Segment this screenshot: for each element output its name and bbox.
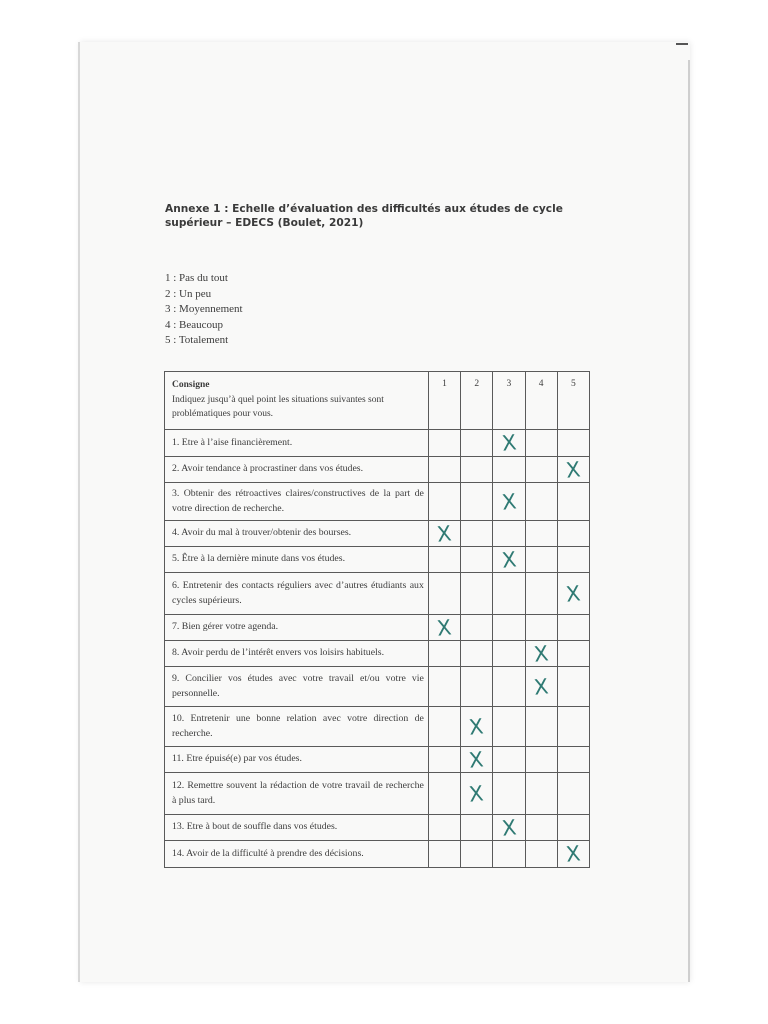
rating-cell-4: [525, 641, 557, 667]
handwritten-x-mark: X: [564, 841, 582, 867]
rating-cell-3: [493, 773, 525, 815]
rating-cell-1: [428, 430, 460, 457]
handwritten-x-mark: X: [532, 673, 550, 700]
handwritten-x-mark: X: [564, 580, 582, 607]
consigne-cell: [165, 372, 429, 430]
consigne-text: Indiquez jusqu’à quel point les situations suivantes sont problématiques pour vous.: [172, 394, 384, 419]
rating-cell-4: [525, 667, 557, 707]
rating-cell-3: [493, 667, 525, 707]
handwritten-x-mark: X: [468, 780, 486, 807]
rating-cell-5: [557, 573, 589, 615]
rating-table: [164, 371, 590, 868]
rating-cell-4: [525, 615, 557, 641]
rating-cell-5: [557, 815, 589, 841]
scale-item-2: 2 : Un peu: [165, 287, 212, 300]
item-label: 5. Être à la dernière minute dans vos études.: [165, 547, 429, 573]
table-row: [165, 483, 590, 521]
item-label: 12. Remettre souvent la rédaction de votre travail de recherche à plus tard.: [165, 773, 429, 815]
rating-cell-2: [461, 547, 493, 573]
rating-cell-3: [493, 521, 525, 547]
table-row: [165, 547, 590, 573]
rating-cell-2: [461, 815, 493, 841]
scale-legend: [165, 271, 243, 349]
rating-cell-5: [557, 747, 589, 773]
handwritten-x-mark: X: [468, 713, 486, 740]
rating-cell-4: [525, 573, 557, 615]
rating-cell-1: [428, 773, 460, 815]
table-row: [165, 707, 590, 747]
rating-cell-5: [557, 841, 589, 868]
rating-cell-4: [525, 483, 557, 521]
rating-cell-1: [428, 547, 460, 573]
rating-cell-4: [525, 747, 557, 773]
rating-cell-2: [461, 707, 493, 747]
handwritten-x-mark: X: [436, 520, 453, 547]
handwritten-x-mark: X: [500, 430, 518, 456]
table-row: [165, 641, 590, 667]
scale-item-4: 4 : Beaucoup: [165, 318, 224, 331]
rating-cell-5: [557, 483, 589, 521]
rating-cell-1: [428, 815, 460, 841]
rating-cell-4: [525, 547, 557, 573]
rating-cell-1: [428, 521, 460, 547]
rating-cell-5: [557, 667, 589, 707]
rating-cell-1: [428, 457, 460, 483]
column-header-1: 1: [428, 372, 460, 430]
rating-cell-3: [493, 747, 525, 773]
rating-cell-1: [428, 641, 460, 667]
rating-cell-2: [461, 521, 493, 547]
rating-cell-4: [525, 457, 557, 483]
item-label: 1. Etre à l’aise financièrement.: [165, 430, 429, 457]
item-label: 8. Avoir perdu de l’intérêt envers vos loisirs habituels.: [165, 641, 429, 667]
table-row: [165, 457, 590, 483]
rating-cell-2: [461, 573, 493, 615]
rating-cell-4: [525, 707, 557, 747]
rating-cell-4: [525, 773, 557, 815]
rating-cell-1: [428, 667, 460, 707]
rating-cell-5: [557, 707, 589, 747]
table-row: [165, 667, 590, 707]
item-label: 11. Etre épuisé(e) par vos études.: [165, 747, 429, 773]
table-row: [165, 773, 590, 815]
rating-cell-2: [461, 430, 493, 457]
handwritten-x-mark: X: [468, 746, 486, 773]
rating-cell-5: [557, 457, 589, 483]
rating-cell-2: [461, 483, 493, 521]
item-label: 6. Entretenir des contacts réguliers avec d’autres étudiants aux cycles supérieurs.: [165, 573, 429, 615]
rating-cell-2: [461, 773, 493, 815]
rating-cell-3: [493, 457, 525, 483]
rating-cell-1: [428, 573, 460, 615]
table-row: [165, 573, 590, 615]
rating-cell-3: [493, 573, 525, 615]
rating-cell-3: [493, 641, 525, 667]
rating-cell-1: [428, 483, 460, 521]
rating-cell-5: [557, 615, 589, 641]
paper-right-edge: [688, 60, 690, 982]
rating-cell-2: [461, 641, 493, 667]
rating-cell-5: [557, 641, 589, 667]
rating-cell-5: [557, 773, 589, 815]
rating-cell-2: [461, 841, 493, 868]
column-header-2: 2: [461, 372, 493, 430]
scale-item-1: 1 : Pas du tout: [165, 272, 228, 284]
column-header-4: 4: [525, 372, 557, 430]
handwritten-x-mark: X: [500, 488, 518, 515]
handwritten-x-mark: X: [564, 456, 582, 483]
item-label: 10. Entretenir une bonne relation avec votre direction de recherche.: [165, 707, 429, 747]
table-row: [165, 615, 590, 641]
table-body: [165, 430, 590, 868]
table-row: [165, 430, 590, 457]
rating-cell-5: [557, 547, 589, 573]
column-header-5: 5: [557, 372, 589, 430]
rating-cell-4: [525, 841, 557, 868]
table-row: [165, 815, 590, 841]
table-row: [165, 747, 590, 773]
item-label: 7. Bien gérer votre agenda.: [165, 615, 429, 641]
item-label: 4. Avoir du mal à trouver/obtenir des bourses.: [165, 521, 429, 547]
item-label: 2. Avoir tendance à procrastiner dans vos études.: [165, 457, 429, 483]
handwritten-x-mark: X: [436, 614, 453, 641]
rating-cell-4: [525, 521, 557, 547]
scale-item-5: 5 : Totalement: [165, 334, 229, 347]
rating-cell-2: [461, 747, 493, 773]
rating-cell-1: [428, 615, 460, 641]
rating-cell-3: [493, 615, 525, 641]
rating-cell-3: [493, 707, 525, 747]
scale-item-3: 3 : Moyennement: [165, 303, 243, 316]
rating-cell-3: [493, 815, 525, 841]
rating-cell-3: [493, 483, 525, 521]
column-header-3: 3: [493, 372, 525, 430]
rating-cell-5: [557, 430, 589, 457]
handwritten-x-mark: X: [532, 640, 550, 667]
rating-cell-2: [461, 615, 493, 641]
rating-cell-5: [557, 521, 589, 547]
item-label: 13. Etre à bout de souffle dans vos études.: [165, 815, 429, 841]
rating-cell-1: [428, 707, 460, 747]
rating-cell-2: [461, 457, 493, 483]
rating-cell-2: [461, 667, 493, 707]
table-header-row: [165, 372, 590, 430]
annex-title: Annexe 1 : Echelle d’évaluation des difficultés aux études de cycle supérieur – EDECS (Boulet, 2021): [165, 203, 563, 229]
handwritten-x-mark: X: [500, 814, 518, 841]
rating-cell-3: [493, 430, 525, 457]
item-label: 9. Concilier vos études avec votre travail et/ou votre vie personnelle.: [165, 667, 429, 707]
rating-cell-1: [428, 747, 460, 773]
item-label: 3. Obtenir des rétroactives claires/constructives de la part de votre direction de recherche.: [165, 483, 429, 521]
table-row: [165, 841, 590, 868]
consigne-heading: Consigne: [172, 380, 210, 390]
rating-cell-1: [428, 841, 460, 868]
rating-cell-3: [493, 841, 525, 868]
rating-cell-3: [493, 547, 525, 573]
table-row: [165, 521, 590, 547]
handwritten-x-mark: X: [500, 546, 518, 573]
paper-left-edge: [78, 42, 80, 982]
rating-cell-4: [525, 430, 557, 457]
item-label: 14. Avoir de la difficulté à prendre des décisions.: [165, 841, 429, 868]
rating-cell-4: [525, 815, 557, 841]
paper-corner-mark: [676, 43, 688, 45]
